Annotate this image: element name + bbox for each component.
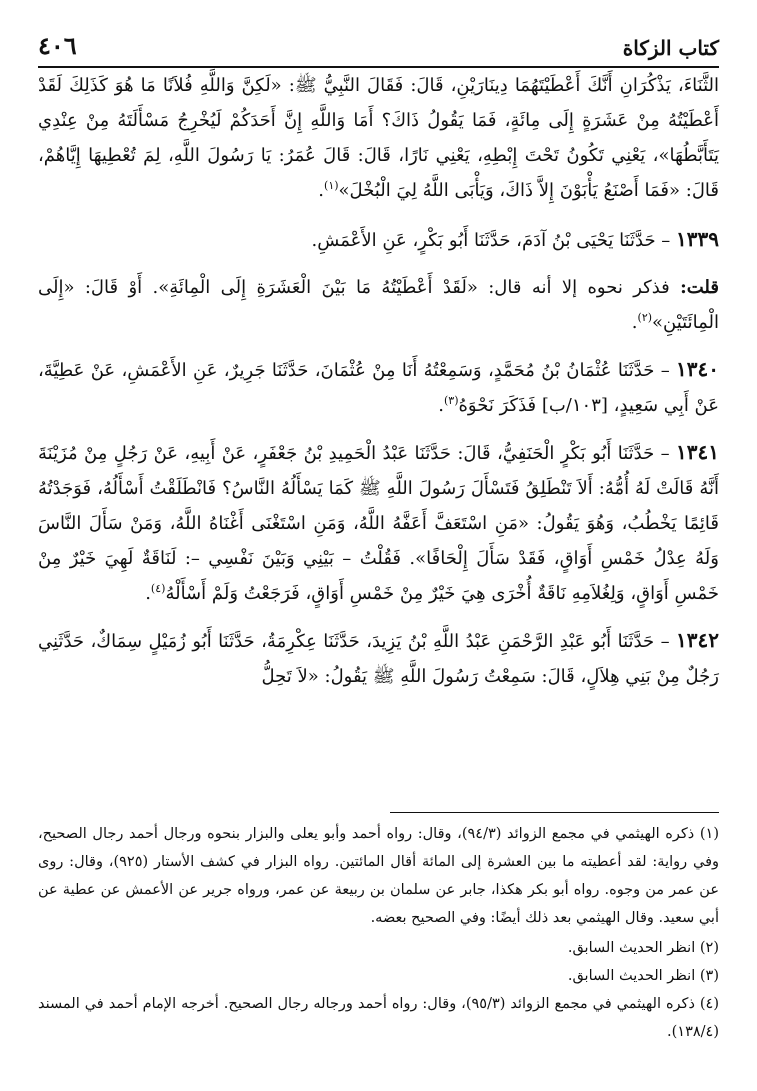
hadith-1340: ١٣٤٠ – حَدَّثَنَا عُثْمَانُ بْنُ مُحَمَّدٍ، وَسَمِعْتُهُ أَنَا مِنْ عُثْمَانَ، حَدَّثَنَا جَرِيرٌ، عَنِ الأَعْمَشِ، عَنْ عَطِيَّةَ، عَنْ أَبِي سَعِيدٍ، [١٠٣/ب] فَذَكَرَ نَحْوَهُ$^{(٣)}$. [38, 357, 719, 416]
hadith-number: ١٣٣٩ [676, 227, 719, 251]
hadith-text: – حَدَّثَنَا يَحْيَى بْنُ آدَمَ، حَدَّثَنَا أَبُو بَكْرٍ، عَنِ الأَعْمَشِ. [311, 230, 677, 251]
footnote-1: (١) ذكره الهيثمي في مجمع الزوائد (٩٤/٣)، وقال: رواه أحمد وأبو يعلى والبزار بنحوه ورجال أحمد رجال الصحيح، وفي رواية: لقد أعطيته ما بين العشرة إلى المائة أقال المائتين. رواه البزار في كشف الأستار (٩٢٥)، وقال: روى عن عمر من وجوه. رواه أبو بكر هكذا، جابر عن سلمان بن ربيعة عن عمر، ورواه جرير عن الأعمش عن عطية عن أبي سعيد. وقال الهيثمي بعد ذلك أيضًا: وفي الصحيح بعضه. [38, 826, 720, 926]
page-header [38, 20, 719, 68]
paragraph-text: الثَّنَاءَ، يَذْكُرَانِ أَنَّكَ أَعْطَيْتَهُمَا دِينَارَيْنِ، قَالَ: فَقَالَ النَّبِيُّ ﷺ: «لَكِنَّ وَاللَّهِ فُلاَنًا مَا هُوَ كَذَلِكَ لَقَدْ أَعْطَيْتُهُ مِنْ عَشَرَةٍ إِلَى مِائَةٍ، فَمَا يَقُولُ ذَاكَ؟ أَمَا وَاللَّهِ إِنَّ أَحَدَكُمْ لَيُخْرِجُ مَسْأَلَتَهُ مِنْ عِنْدِي يَتَأَبَّطُهَا»، يَعْنِي تَكُونُ تَحْتَ إِبْطِهِ، يَعْنِي نَارًا، قَالَ: قَالَ عُمَرُ: يَا رَسُولَ اللَّهِ، لِمَ تُعْطِيهَا إِيَّاهُمْ، قَالَ: «فَمَا أَصْنَعُ يَأْبَوْنَ إِلاَّ ذَاكَ، وَيَأْبَى اللَّهُ لِيَ الْبُخْلَ» [38, 75, 719, 201]
hadith-number: ١٣٤١ [676, 440, 719, 464]
hadith-1339 [38, 222, 719, 258]
hadith-text: – حَدَّثَنَا أَبُو عَبْدِ الرَّحْمَنِ عَبْدُ اللَّهِ بْنُ يَزِيدَ، حَدَّثَنَا عِكْرِمَةُ، حَدَّثَنَا أَبُو زُمَيْلٍ سِمَاكٌ، حَدَّثَنِي رَجُلٌ مِنْ بَنِي هِلاَلٍ، قَالَ: سَمِعْتُ رَسُولَ اللَّهِ ﷺ يَقُولُ: «لاَ تَحِلُّ [38, 631, 719, 687]
footnote-ref: (٤) [150, 582, 166, 595]
hadith-text: – حَدَّثَنَا أَبُو بَكْرٍ الْحَنَفِيُّ، قَالَ: حَدَّثَنَا عَبْدُ الْحَمِيدِ بْنُ جَعْفَرٍ، عَنْ أَبِيهِ، عَنْ رَجُلٍ مِنْ مُزَيْنَةَ أَنَّهُ قَالَتْ لَهُ أُمُّهُ: أَلاَ تَنْطَلِقُ فَتَسْأَلَ رَسُولَ اللَّهِ ﷺ كَمَا يَسْأَلُهُ النَّاسُ؟ فَانْطَلَقْتُ أَسْأَلُهُ، فَوَجَدْتُهُ قَائِمًا يَخْطُبُ، وَهُوَ يَقُولُ: «مَنِ اسْتَعَفَّ أَعَفَّهُ اللَّهُ، وَمَنِ اسْتَغْنَى أَغْنَاهُ اللَّهُ، وَمَنْ سَأَلَ النَّاسَ وَلَهُ عِدْلُ خَمْسِ أَوَاقٍ، فَقَدْ سَأَلَ إِلْحَافًا». فَقُلْتُ – بَيْنِي وَبَيْنَ نَفْسِي –: لَنَاقَةٌ لَهِيَ خَيْرٌ مِنْ خَمْسِ أَوَاقٍ، وَلِغُلاَمِهِ نَاقَةٌ أُخْرَى هِيَ خَيْرٌ مِنْ خَمْسِ أَوَاقٍ، فَرَجَعْتُ وَلَمْ أَسْأَلْهُ [38, 443, 719, 604]
footnote-ref: (٣) [443, 394, 459, 407]
chapter-title: كتاب الزكاة [622, 36, 719, 60]
footnote-ref: (١) [324, 179, 339, 192]
main-text [38, 68, 719, 706]
hadith-1342 [38, 623, 719, 694]
footnote-divider [390, 812, 719, 813]
footnote-2: (٢) انظر الحديث السابق. [567, 940, 719, 956]
page-number: ٤٠٦ [38, 31, 77, 60]
footnotes [38, 820, 719, 1048]
footnote-3: (٣) انظر الحديث السابق. [567, 968, 719, 984]
footnote-ref: (٢) [637, 311, 653, 324]
hadith-text: – حَدَّثَنَا عُثْمَانُ بْنُ مُحَمَّدٍ، وَسَمِعْتُهُ أَنَا مِنْ عُثْمَانَ، حَدَّثَنَا جَرِيرٌ، عَنِ الأَعْمَشِ، عَنْ عَطِيَّةَ، عَنْ أَبِي سَعِيدٍ، [١٠٣/ب] فَذَكَرَ نَحْوَهُ [38, 360, 719, 416]
commentary-paragraph: قلت: فذكر نحوه إلا أنه قال: «لَقَدْ أَعْطَيْتُهُ مَا بَيْنَ الْعَشَرَةِ إِلَى الْمِائَةِ». أَوْ قَالَ: «إِلَى الْمِائَتَيْنِ»$^{(٢)}$. [38, 277, 719, 333]
hadith-number: ١٣٤٢ [676, 628, 719, 652]
hadith-number: ١٣٤٠ [676, 357, 719, 381]
commentary-text: فذكر نحوه إلا أنه قال: «لَقَدْ أَعْطَيْتُهُ مَا بَيْنَ الْعَشَرَةِ إِلَى الْمِائَةِ». أَوْ قَالَ: «إِلَى الْمِائَتَيْنِ» [38, 277, 719, 333]
footnote-4: (٤) ذكره الهيثمي في مجمع الزوائد (٩٥/٣)، وقال: رواه أحمد ورجاله رجال الصحيح. أخرجه الإمام أحمد في المسند (١٣٨/٤). [38, 996, 719, 1040]
hadith-1341: ١٣٤١ – حَدَّثَنَا أَبُو بَكْرٍ الْحَنَفِيُّ، قَالَ: حَدَّثَنَا عَبْدُ الْحَمِيدِ بْنُ جَعْفَرٍ، عَنْ أَبِيهِ، عَنْ رَجُلٍ مِنْ مُزَيْنَةَ أَنَّهُ قَالَتْ لَهُ أُمُّهُ: أَلاَ تَنْطَلِقُ فَتَسْأَلَ رَسُولَ اللَّهِ ﷺ كَمَا يَسْأَلُهُ النَّاسُ؟ فَانْطَلَقْتُ أَسْأَلُهُ، فَوَجَدْتُهُ قَائِمًا يَخْطُبُ، وَهُوَ يَقُولُ: «مَنِ اسْتَعَفَّ أَعَفَّهُ اللَّهُ، وَمَنِ اسْتَغْنَى أَغْنَاهُ اللَّهُ، وَمَنْ سَأَلَ النَّاسَ وَلَهُ عِدْلُ خَمْسِ أَوَاقٍ، فَقَدْ سَأَلَ إِلْحَافًا». فَقُلْتُ – بَيْنِي وَبَيْنَ نَفْسِي –: لَنَاقَةٌ لَهِيَ خَيْرٌ مِنْ خَمْسِ أَوَاقٍ، وَلِغُلاَمِهِ نَاقَةٌ أُخْرَى هِيَ خَيْرٌ مِنْ خَمْسِ أَوَاقٍ، فَرَجَعْتُ وَلَمْ أَسْأَلْهُ$^{(٤)}$. [38, 440, 719, 604]
paragraph-continuation: الثَّنَاءَ، يَذْكُرَانِ أَنَّكَ أَعْطَيْتَهُمَا دِينَارَيْنِ، قَالَ: فَقَالَ النَّبِيُّ ﷺ: «لَكِنَّ وَاللَّهِ فُلاَنًا مَا هُوَ كَذَلِكَ لَقَدْ أَعْطَيْتُهُ مِنْ عَشَرَةٍ إِلَى مِائَةٍ، فَمَا يَقُولُ ذَاكَ؟ أَمَا وَاللَّهِ إِنَّ أَحَدَكُمْ لَيُخْرِجُ مَسْأَلَتَهُ مِنْ عِنْدِي يَتَأَبَّطُهَا»، يَعْنِي تَكُونُ تَحْتَ إِبْطِهِ، يَعْنِي نَارًا، قَالَ: قَالَ عُمَرُ: يَا رَسُولَ اللَّهِ، لِمَ تُعْطِيهَا إِيَّاهُمْ، قَالَ: «فَمَا أَصْنَعُ يَأْبَوْنَ إِلاَّ ذَاكَ، وَيَأْبَى اللَّهُ لِيَ الْبُخْلَ»$^{(١)}$. [38, 75, 719, 201]
commentary-lead: قلت: [680, 277, 719, 298]
